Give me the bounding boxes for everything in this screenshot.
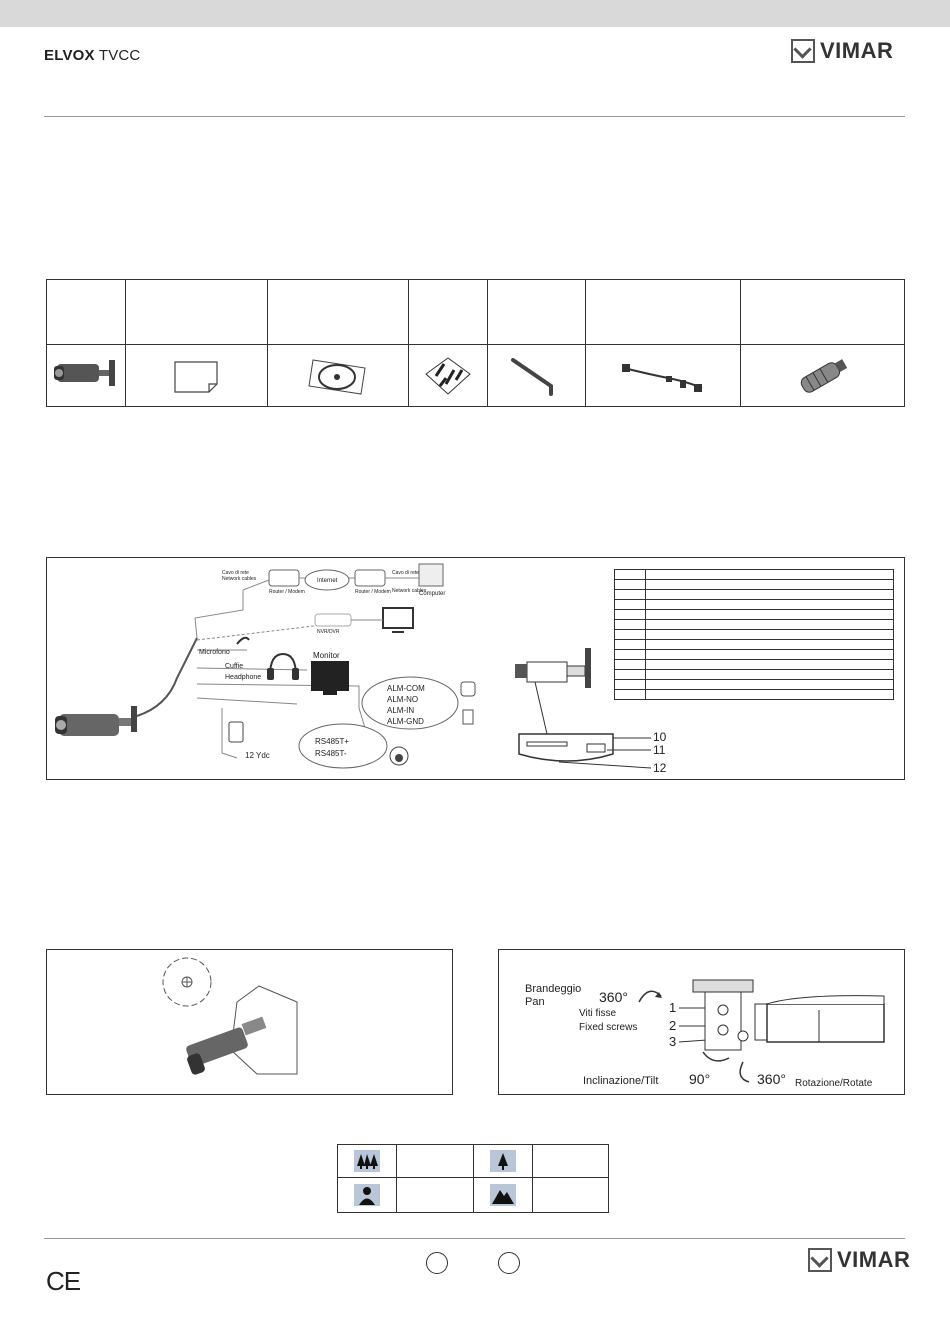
footer-circle-1 <box>426 1252 448 1274</box>
label-viti: Viti fisse <box>579 1008 617 1019</box>
label-alm-no: ALM-NO <box>387 695 419 704</box>
label-router1: Router / Modem <box>269 589 305 595</box>
three-trees-icon <box>354 1150 380 1172</box>
ptz-camera-icon <box>390 747 408 765</box>
label-microfono: Microfono <box>199 649 230 656</box>
top-bar <box>0 0 950 27</box>
label-n12: 12 <box>653 761 667 775</box>
mountain-icon <box>490 1184 516 1206</box>
single-tree-icon <box>490 1150 516 1172</box>
label-headphone: Headphone <box>225 674 262 681</box>
label-12vdc: 12 Ydc <box>245 751 270 760</box>
vimar-logo <box>791 38 893 64</box>
installation-drawing <box>47 950 452 1094</box>
diagram-camera-icon <box>55 706 137 736</box>
label-fixed-screws: Fixed screws <box>579 1022 638 1033</box>
connection-diagram <box>46 557 905 780</box>
label-360-rotate: 360° <box>757 1071 786 1087</box>
connector-icon <box>788 354 858 398</box>
cd-icon <box>303 354 373 398</box>
accessory-cable <box>586 280 741 406</box>
brand-name <box>44 47 140 64</box>
label-n10: 10 <box>653 730 667 744</box>
ce-mark: CE <box>46 1266 81 1296</box>
label-n3: 3 <box>669 1034 677 1049</box>
label-internet: Internet <box>317 578 338 584</box>
label-cuffie: Cuffie <box>225 663 244 670</box>
accessory-cd <box>268 280 409 406</box>
person-icon <box>354 1184 380 1206</box>
label-alm-in: ALM-IN <box>387 706 415 715</box>
label-alm-com: ALM-COM <box>387 684 425 693</box>
label-90: 90° <box>689 1071 711 1087</box>
label-n11: 11 <box>653 743 666 757</box>
label-router2: Router / Modem <box>355 589 391 595</box>
camera-detail-icon <box>515 648 591 688</box>
footer-logo-text: VIMAR <box>837 1247 911 1272</box>
brand-rest: TVCC <box>94 47 141 64</box>
footer-circle-2 <box>498 1252 520 1274</box>
hex-key-icon <box>507 354 567 398</box>
label-cable2: Cavo di rete <box>392 570 419 576</box>
label-cable1b: Network cables <box>222 576 257 582</box>
label-rs485m: RS485T- <box>315 749 347 758</box>
brand-bold: ELVOX <box>44 47 95 64</box>
screws-icon <box>418 354 478 398</box>
accessory-screws <box>409 280 487 406</box>
cable-icon <box>618 356 708 396</box>
label-rs485p: RS485T+ <box>315 737 350 746</box>
label-cable2b: Network cables <box>392 588 427 594</box>
accessory-manual <box>126 280 268 406</box>
legend-table <box>614 569 894 700</box>
vimar-logo-icon <box>791 39 815 63</box>
footer-vimar-logo <box>808 1247 910 1273</box>
manual-icon <box>172 356 222 396</box>
label-tilt: Inclinazione/Tilt <box>583 1075 659 1087</box>
label-nvr: NVR/DVR <box>317 629 340 635</box>
accessory-hex-key <box>488 280 586 406</box>
camera-icon <box>51 356 121 396</box>
label-n1: 1 <box>669 1000 677 1015</box>
label-n2: 2 <box>669 1018 677 1033</box>
label-pan: Pan <box>525 996 545 1008</box>
adjustment-drawing <box>499 950 904 1094</box>
headphone-icon <box>267 654 299 680</box>
header-rule <box>44 116 905 117</box>
accessory-connector <box>741 280 904 406</box>
label-rotate: Rotazione/Rotate <box>795 1078 873 1089</box>
mode-icons-table <box>337 1144 609 1213</box>
label-cable1: Cavo di rete <box>222 570 249 576</box>
label-360-pan: 360° <box>599 989 628 1005</box>
accessory-camera <box>47 280 126 406</box>
installation-figure <box>46 949 453 1095</box>
footer-rule <box>44 1238 905 1239</box>
label-alm-gnd: ALM-GND <box>387 717 424 726</box>
label-computer: Computer <box>419 591 446 597</box>
accessories-table <box>46 279 905 407</box>
vimar-logo-icon <box>808 1248 832 1272</box>
adjustment-figure <box>498 949 905 1095</box>
label-brandeggio: Brandeggio <box>525 983 582 995</box>
vimar-logo-text: VIMAR <box>820 38 894 63</box>
label-monitor: Monitor <box>313 651 340 660</box>
